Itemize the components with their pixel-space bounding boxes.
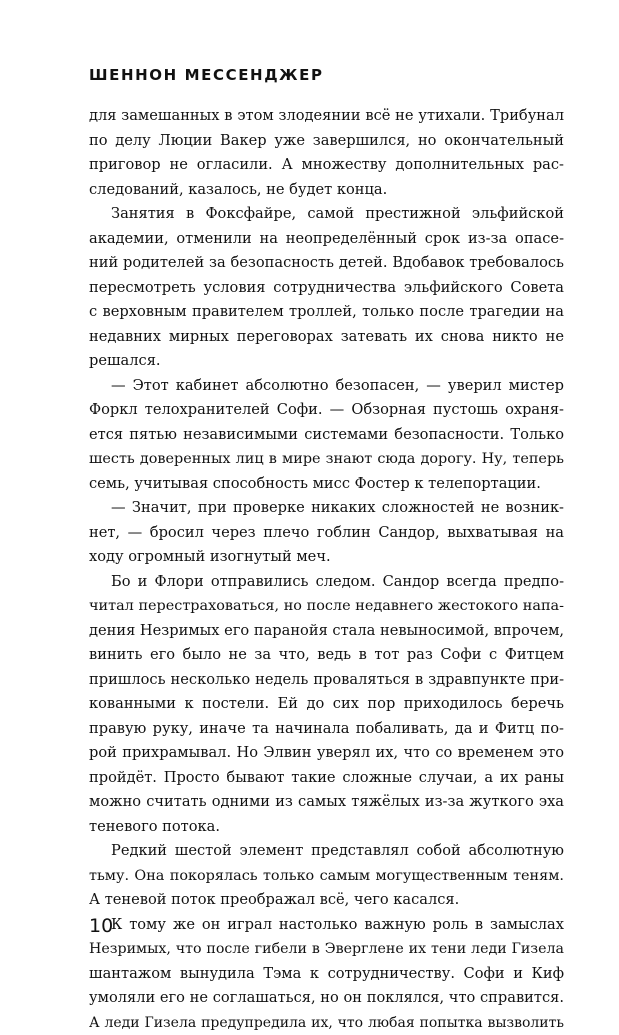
text-line: тьму. Она покорялась только самым могущественным теням.	[89, 864, 564, 889]
text-line: следований, казалось, не будет конца.	[89, 178, 564, 203]
text-line: кованными к постели. Ей до сих пор приходилось беречь	[89, 692, 564, 717]
page-number: 10	[89, 915, 113, 937]
text-line: читал перестраховаться, но после недавнего жестокого напа-	[89, 594, 564, 619]
text-line: шантажом вынудила Тэма к сотрудничеству. Софи и Киф	[89, 962, 564, 987]
text-line: — Значит, при проверке никаких сложностей не возник-	[89, 496, 564, 521]
text-line: винить его было не за что, ведь в тот раз Софи с Фитцем	[89, 643, 564, 668]
text-line: К тому же он играл настолько важную роль в замыслах	[89, 913, 564, 938]
running-head: ШЕННОН МЕССЕНДЖЕР	[89, 66, 324, 84]
text-line: Незримых, что после гибели в Эверглене их тени леди Гизела	[89, 937, 564, 962]
text-line: приговор не огласили. А множеству дополнительных рас-	[89, 153, 564, 178]
text-line: ний родителей за безопасность детей. Вдобавок требовалось	[89, 251, 564, 276]
text-line: — Этот кабинет абсолютно безопасен, — уверил мистер	[89, 374, 564, 399]
body-text	[89, 104, 564, 1035]
text-line: пришлось несколько недель проваляться в здравпункте при-	[89, 668, 564, 693]
text-line: теневого потока.	[89, 815, 564, 840]
text-line: недавних мирных переговорах затевать их снова никто не	[89, 325, 564, 350]
text-line: А леди Гизела предупредила их, что любая попытка вызволить	[89, 1011, 564, 1035]
text-line: дения Незримых его паранойя стала невыносимой, впрочем,	[89, 619, 564, 644]
text-line: правую руку, иначе та начинала побаливать, да и Фитц по-	[89, 717, 564, 742]
text-line: пересмотреть условия сотрудничества эльфийского Совета	[89, 276, 564, 301]
text-line: рой прихрамывал. Но Элвин уверял их, что со временем это	[89, 741, 564, 766]
text-line: с верховным правителем троллей, только после трагедии на	[89, 300, 564, 325]
text-line: Занятия в Фоксфайре, самой престижной эльфийской	[89, 202, 564, 227]
text-line: умоляли его не соглашаться, но он поклялся, что справится.	[89, 986, 564, 1011]
text-line: А теневой поток преображал всё, чего касался.	[89, 888, 564, 913]
text-line: Редкий шестой элемент представлял собой абсолютную	[89, 839, 564, 864]
text-line: шесть доверенных лиц в мире знают сюда дорогу. Ну, теперь	[89, 447, 564, 472]
text-line: Форкл телохранителей Софи. — Обзорная пустошь охраня-	[89, 398, 564, 423]
text-line: можно считать одними из самых тяжёлых из-за жуткого эха	[89, 790, 564, 815]
text-line: по делу Люции Вакер уже завершился, но окончательный	[89, 129, 564, 154]
text-line: Бо и Флори отправились следом. Сандор всегда предпо-	[89, 570, 564, 595]
text-line: ется пятью независимыми системами безопасности. Только	[89, 423, 564, 448]
text-line: решался.	[89, 349, 564, 374]
text-line: академии, отменили на неопределённый срок из-за опасе-	[89, 227, 564, 252]
text-line: семь, учитывая способность мисс Фостер к телепортации.	[89, 472, 564, 497]
text-line: пройдёт. Просто бывают такие сложные случаи, а их раны	[89, 766, 564, 791]
text-line: нет, — бросил через плечо гоблин Сандор, выхватывая на	[89, 521, 564, 546]
text-line: для замешанных в этом злодеянии всё не утихали. Трибунал	[89, 104, 564, 129]
text-line: ходу огромный изогнутый меч.	[89, 545, 564, 570]
